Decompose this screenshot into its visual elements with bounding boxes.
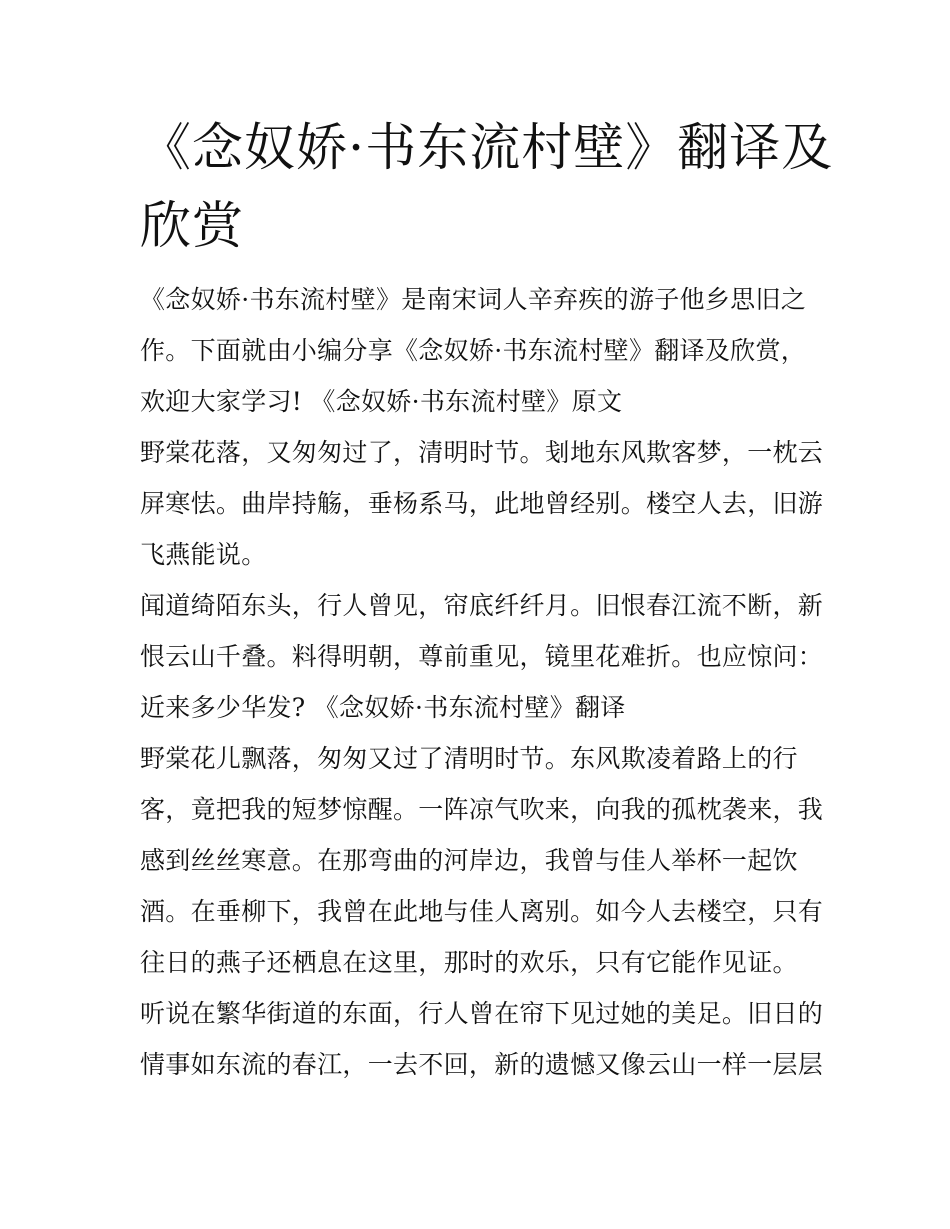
body-line-12: 感到丝丝寒意。在那弯曲的河岸边，我曾与佳人举杯一起饮	[140, 846, 798, 875]
body-line-15: 听说在繁华街道的东面，行人曾在帘下见过她的美足。旧日的	[140, 999, 824, 1028]
title-line-1: 《念奴娇·书东流村壁》翻译及	[140, 119, 834, 178]
body-line-13: 酒。在垂柳下，我曾在此地与佳人离别。如今人去楼空，只有	[140, 897, 824, 926]
body-line-7: 闻道绮陌东头，行人曾见，帘底纤纤月。旧恨春江流不断，新	[140, 591, 824, 620]
body-line-14: 往日的燕子还栖息在这里，那时的欢乐，只有它能作见证。	[140, 948, 798, 977]
body-line-11: 客，竟把我的短梦惊醒。一阵凉气吹来，向我的孤枕袭来，我	[140, 795, 824, 824]
body-line-2: 作。下面就由小编分享《念奴娇·书东流村壁》翻译及欣赏，	[140, 336, 807, 365]
document-title	[140, 110, 834, 266]
body-line-5: 屏寒怯。曲岸持觞，垂杨系马，此地曾经别。楼空人去，旧游	[140, 489, 824, 518]
title-line-2: 欣赏	[140, 197, 245, 256]
body-line-9: 近来多少华发? 《念奴娇·书东流村壁》翻译	[140, 693, 626, 722]
body-line-1: 《念奴娇·书东流村壁》是南宋词人辛弃疾的游子他乡思旧之	[140, 285, 807, 314]
body-line-3: 欢迎大家学习! 《念奴娇·书东流村壁》原文	[140, 387, 623, 416]
body-line-8: 恨云山千叠。料得明朝，尊前重见，镜里花难折。也应惊问：	[140, 642, 824, 671]
body-line-10: 野棠花儿飘落，匆匆又过了清明时节。东风欺凌着路上的行	[140, 744, 798, 773]
body-line-4: 野棠花落，又匆匆过了，清明时节。刬地东风欺客梦，一枕云	[140, 438, 824, 467]
body-line-16: 情事如东流的春江，一去不回，新的遗憾又像云山一样一层层	[140, 1050, 824, 1079]
body-line-6: 飞燕能说。	[140, 540, 267, 569]
